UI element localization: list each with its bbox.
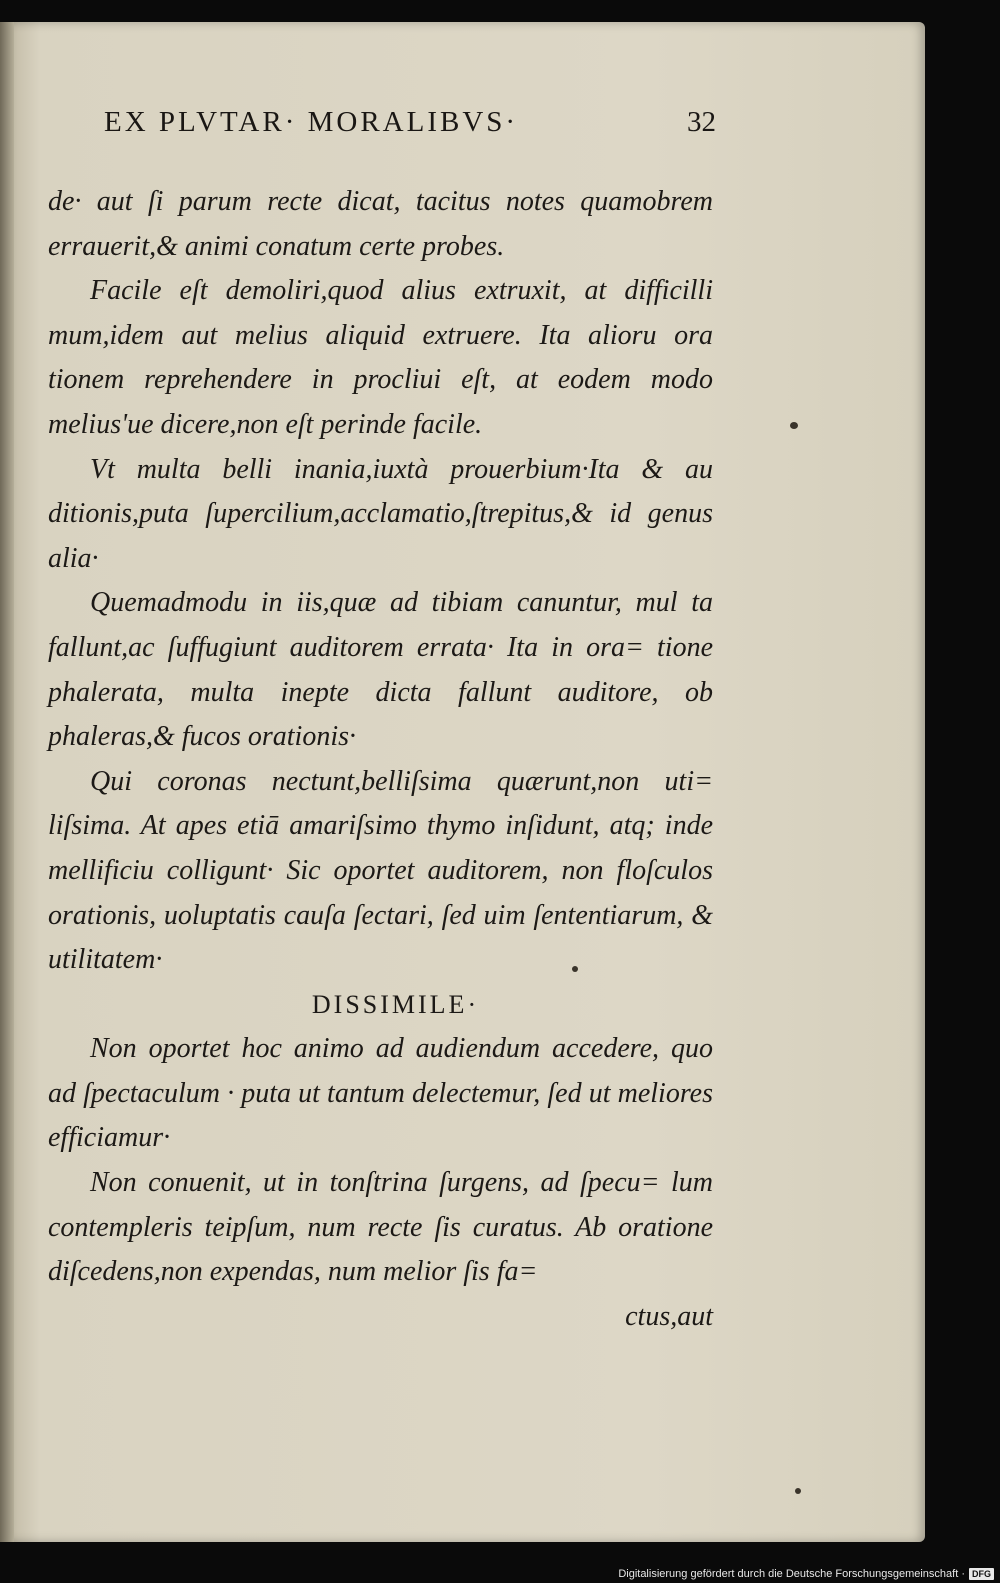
body-text	[48, 180, 713, 1339]
paragraph: de· aut ſi parum recte dicat, tacitus notes quamobrem errauerit,& animi conatum certe probes.	[48, 186, 713, 262]
page-gutter	[0, 22, 14, 1542]
running-title: EX PLVTAR· MORALIBVS·	[104, 106, 519, 138]
paragraph: Facile eſt demoliri,quod alius extruxit, at difficilli mum,idem aut melius aliquid extruere. Ita alioru ora tionem reprehendere in procliui eſt, at eodem modo melius'ue dicere,non eſt perinde facile.	[48, 275, 713, 440]
catchword: ctus,aut	[625, 1300, 713, 1332]
book-page	[0, 22, 925, 1542]
ink-spot	[572, 966, 578, 972]
section-heading: DISSIMILE·	[311, 989, 480, 1019]
paragraph: Non oportet hoc animo ad audiendum accedere, quo ad ſpectaculum · puta ut tantum delectemur, ſed ut meliores efficiamur·	[48, 1033, 713, 1154]
digitization-credit	[618, 1568, 994, 1580]
paragraph: Qui coronas nectunt,belliſsima quærunt,non uti= liſsima. At apes etiā amariſsimo thymo inſidunt, atq; inde mellificiu colligunt· Sic oportet auditorem, non floſculos orationis, uoluptatis cauſa ſectari, ſed uim ſententiarum, & utilitatem·	[48, 765, 713, 976]
paragraph: Vt multa belli inania,iuxtà prouerbium·Ita & au ditionis,puta ſupercilium,acclamatio,ſtrepitus,& id genus alia·	[48, 453, 713, 574]
dfg-logo: DFG	[969, 1568, 994, 1580]
paragraph: Quemadmodu in iis,quæ ad tibiam canuntur, mul ta fallunt,ac ſuffugiunt auditorem errata· Ita in ora= tione phalerata, multa inepte dicta fallunt auditore, ob phaleras,& fucos orationis·	[48, 587, 713, 753]
credit-text: Digitalisierung gefördert durch die Deutsche Forschungsgemeinschaft ·	[618, 1568, 965, 1580]
page-number: 32	[687, 106, 716, 138]
paragraph: Non conuenit, ut in tonſtrina ſurgens, ad ſpecu= lum contempleris teipſum, num recte ſis curatus. Ab oratione diſcedens,non expendas, num melior ſis fa=	[48, 1167, 713, 1288]
ink-spot	[790, 422, 798, 429]
ink-spot	[795, 1488, 801, 1494]
